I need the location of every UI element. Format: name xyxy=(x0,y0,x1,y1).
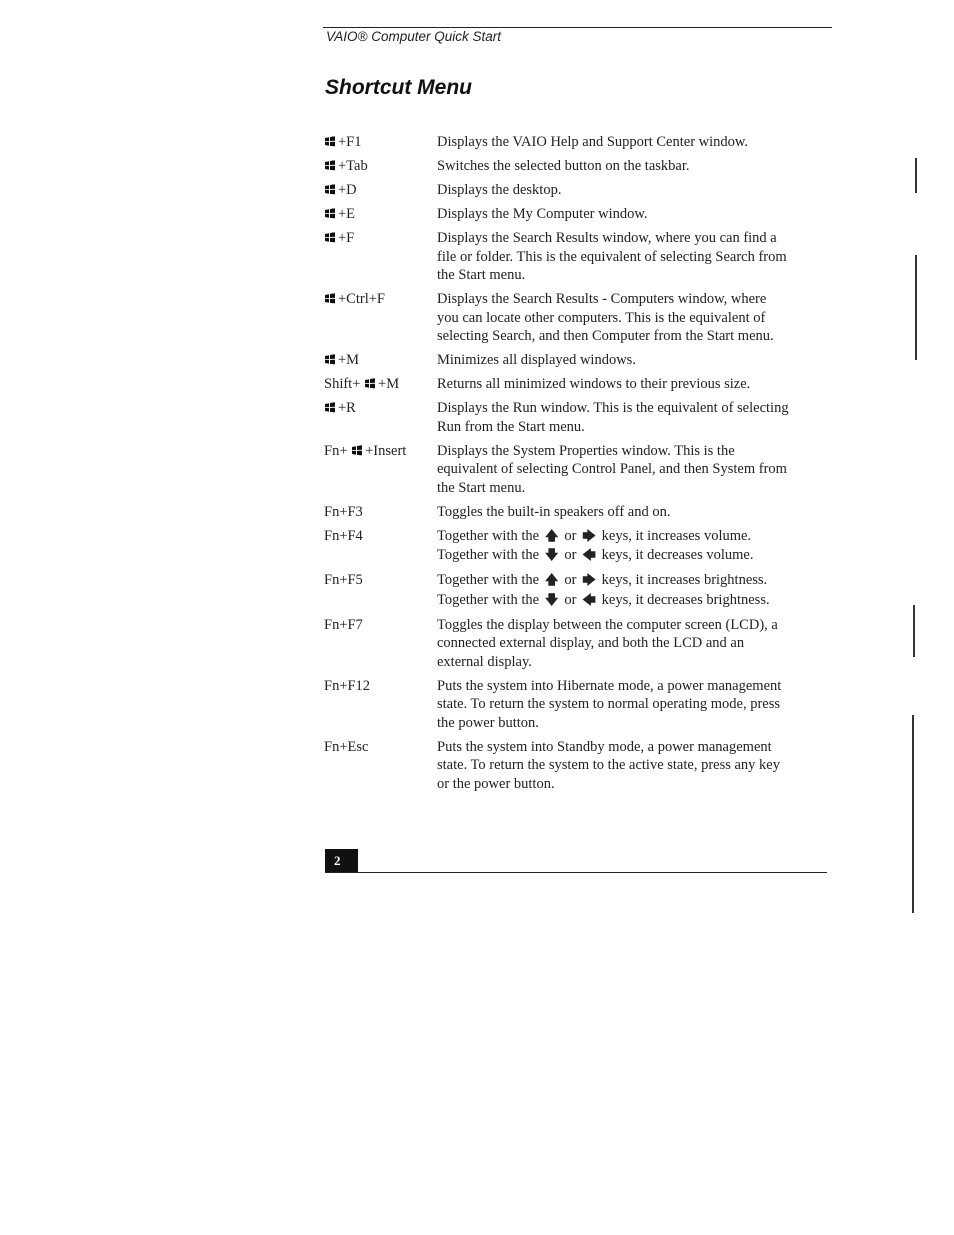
shortcut-description xyxy=(437,157,817,176)
arrow-key-icon: 🡄 xyxy=(582,592,596,608)
text-fragment: keys, it increases volume. xyxy=(601,527,752,544)
section-title: Shortcut Menu xyxy=(325,76,472,99)
shortcut-description xyxy=(437,205,817,224)
windows-logo-icon xyxy=(324,182,338,198)
description-line: equivalent of selecting Control Panel, and then System from xyxy=(437,461,787,477)
arrow-key-icon: 🡅 xyxy=(545,573,559,588)
description-line: Puts the system into Standby mode, a power management xyxy=(437,738,772,755)
description-line: Puts the system into Hibernate mode, a power management xyxy=(437,677,782,694)
key-suffix: +Tab xyxy=(338,158,368,174)
shortcut-row xyxy=(324,229,824,285)
key-suffix: +F xyxy=(338,230,355,246)
windows-logo-icon xyxy=(324,352,338,368)
shortcut-row xyxy=(324,181,824,200)
description-line: or the power button. xyxy=(437,775,555,792)
shortcut-key: Fn+F5 xyxy=(324,572,363,588)
shortcut-row xyxy=(324,399,824,436)
text-fragment: or xyxy=(564,527,577,544)
description-line: the power button. xyxy=(437,714,539,731)
shortcut-description xyxy=(437,677,817,733)
windows-logo-icon xyxy=(351,443,365,459)
scan-artifact-line xyxy=(913,605,915,657)
shortcut-row xyxy=(324,133,824,152)
description-line: Toggles the display between the computer screen (LCD), a xyxy=(437,616,778,633)
description-line: Displays the Run window. This is the equivalent of selecting xyxy=(437,400,789,416)
shortcut-row xyxy=(324,290,824,346)
shortcut-description xyxy=(437,375,817,394)
shortcut-row xyxy=(324,351,824,370)
description-line: Displays the desktop. xyxy=(437,182,562,198)
windows-logo-icon xyxy=(324,134,338,150)
windows-logo-icon xyxy=(324,230,338,246)
windows-logo-icon xyxy=(324,291,338,307)
scan-artifact-line xyxy=(915,255,917,360)
shortcut-row xyxy=(324,527,824,566)
description-line: Displays the VAIO Help and Support Center window. xyxy=(437,134,749,150)
key-prefix: Fn+ xyxy=(324,442,352,459)
arrow-key-icon: 🡇 xyxy=(545,548,559,563)
key-suffix: +Insert xyxy=(365,442,407,459)
description-line: the Start menu. xyxy=(437,479,526,496)
shortcut-description xyxy=(437,616,817,672)
shortcut-key xyxy=(324,181,437,200)
shortcut-description xyxy=(437,290,817,346)
arrow-key-icon: 🡆 xyxy=(582,573,596,588)
text-fragment: or xyxy=(564,572,577,588)
header-rule xyxy=(323,27,832,28)
shortcut-key xyxy=(324,399,437,436)
shortcut-key xyxy=(324,290,437,346)
arrow-key-icon: 🡅 xyxy=(545,528,559,544)
text-fragment: or xyxy=(564,547,577,563)
shortcut-description xyxy=(437,351,817,370)
shortcut-description xyxy=(437,181,817,200)
description-line: Displays the Search Results - Computers window, where xyxy=(437,291,767,307)
scan-artifact-line xyxy=(912,715,914,913)
text-fragment: Together with the xyxy=(437,527,540,544)
shortcut-row xyxy=(324,205,824,224)
description-line xyxy=(437,571,817,591)
key-suffix: +F1 xyxy=(338,134,362,150)
description-line: Switches the selected button on the taskbar. xyxy=(437,158,690,174)
shortcut-description xyxy=(437,738,817,794)
shortcut-row xyxy=(324,571,824,610)
shortcut-description xyxy=(437,442,817,498)
windows-logo-icon xyxy=(324,400,338,416)
windows-logo-icon xyxy=(324,206,338,222)
shortcut-key xyxy=(324,205,437,224)
shortcut-table xyxy=(324,133,824,799)
description-line: Displays the System Properties window. This is the xyxy=(437,442,735,459)
description-line: file or folder. This is the equivalent of selecting Search from xyxy=(437,248,787,265)
description-line: Run from the Start menu. xyxy=(437,418,585,435)
shortcut-key xyxy=(324,503,437,522)
description-line: the Start menu. xyxy=(437,267,526,283)
description-line: Displays the Search Results window, where you can find a xyxy=(437,230,777,246)
shortcut-key: Fn+F4 xyxy=(324,527,363,544)
shortcut-row xyxy=(324,616,824,672)
shortcut-row xyxy=(324,738,824,794)
scan-artifact-line xyxy=(915,158,917,193)
description-line: Returns all minimized windows to their previous size. xyxy=(437,376,751,392)
shortcut-key xyxy=(324,442,437,498)
text-fragment: Together with the xyxy=(437,547,540,563)
shortcut-description xyxy=(437,527,817,566)
description-line xyxy=(437,546,817,566)
page-number: 2 xyxy=(325,849,358,872)
description-line: selecting Search, and then Computer from the Start menu. xyxy=(437,328,774,344)
text-fragment: keys, it decreases brightness. xyxy=(601,591,770,608)
key-prefix: Shift+ xyxy=(324,376,365,392)
shortcut-description xyxy=(437,229,817,285)
shortcut-row xyxy=(324,503,824,522)
shortcut-description xyxy=(437,133,817,152)
description-line: Minimizes all displayed windows. xyxy=(437,352,636,368)
description-line xyxy=(437,591,817,611)
description-line: state. To return the system to the active state, press any key xyxy=(437,757,780,773)
key-prefix: Fn+F3 xyxy=(324,503,363,520)
shortcut-key xyxy=(324,229,437,285)
key-suffix: +Ctrl+F xyxy=(338,291,385,307)
shortcut-key: Fn+F7 xyxy=(324,616,363,633)
shortcut-row xyxy=(324,442,824,498)
shortcut-key: Fn+F12 xyxy=(324,677,371,694)
shortcut-key xyxy=(324,375,437,394)
footer-rule xyxy=(325,872,827,873)
text-fragment: Together with the xyxy=(437,591,540,608)
key-suffix: +D xyxy=(338,182,357,198)
description-line: connected external display, and both the LCD and an xyxy=(437,635,745,651)
arrow-key-icon: 🡆 xyxy=(582,528,596,544)
running-header: VAIO® Computer Quick Start xyxy=(326,29,502,44)
description-line xyxy=(437,527,817,547)
key-suffix: +E xyxy=(338,206,356,222)
description-line: external display. xyxy=(437,653,532,670)
shortcut-description xyxy=(437,399,817,436)
windows-logo-icon xyxy=(364,376,378,392)
key-suffix: +R xyxy=(338,400,356,416)
key-suffix: +M xyxy=(338,352,360,368)
description-line: state. To return the system to normal operating mode, press xyxy=(437,696,781,712)
text-fragment: keys, it decreases volume. xyxy=(601,547,754,563)
key-suffix: +M xyxy=(378,376,400,392)
windows-logo-icon xyxy=(324,158,338,174)
text-fragment: or xyxy=(564,591,577,608)
arrow-key-icon: 🡇 xyxy=(545,592,559,608)
description-line: Displays the My Computer window. xyxy=(437,206,648,222)
shortcut-key xyxy=(324,157,437,176)
shortcut-row xyxy=(324,375,824,394)
shortcut-key xyxy=(324,133,437,152)
shortcut-key: Fn+Esc xyxy=(324,738,369,755)
shortcut-description xyxy=(437,571,817,610)
description-line: Toggles the built-in speakers off and on. xyxy=(437,503,671,520)
shortcut-row xyxy=(324,677,824,733)
text-fragment: Together with the xyxy=(437,572,540,588)
text-fragment: keys, it increases brightness. xyxy=(601,572,768,588)
shortcut-row xyxy=(324,157,824,176)
description-line: you can locate other computers. This is the equivalent of xyxy=(437,309,766,326)
shortcut-description xyxy=(437,503,817,522)
shortcut-key xyxy=(324,351,437,370)
arrow-key-icon: 🡄 xyxy=(582,548,596,563)
